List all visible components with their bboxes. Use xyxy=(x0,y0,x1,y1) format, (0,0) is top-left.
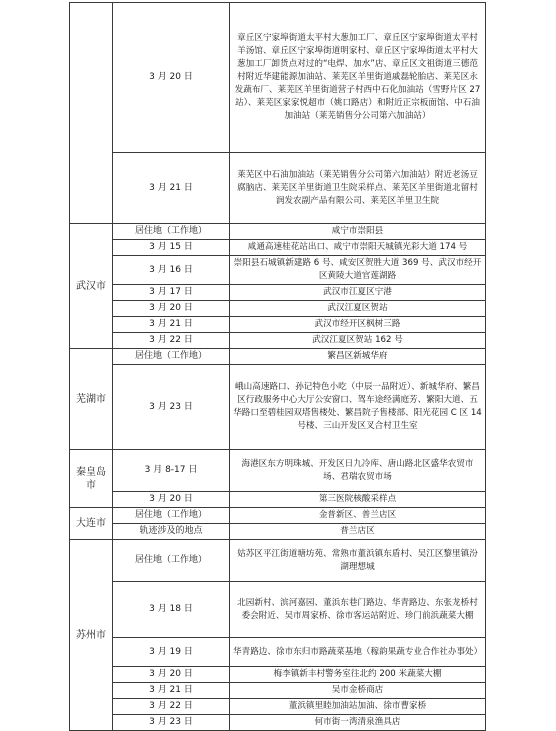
date-cell: 3 月 23 日 xyxy=(113,715,230,731)
table-row xyxy=(70,582,486,638)
table-row xyxy=(70,524,486,540)
table-row xyxy=(70,683,486,699)
place-cell: 崇阳县石城镇新建路 6 号、咸安区贺胜大道 369 号、武汉市经开区黄陵大道官莲湖路 xyxy=(230,256,486,285)
place-cell: 章丘区宁家埠街道太平村大葱加工厂、章丘区宁家埠街道太平村羊汤馆、章丘区宁家埠街道明家村、章丘区宁家埠街道太平村大葱加工厂卸货点对过的“电焊、加水”店、章丘区文祖街道三德范村附近华建能源加油站、莱芜区羊里街道戚磊轮胎店、莱芜区永发蔬布厂、莱芜区羊里街道营子村西中石化加油站（雪野片区 27 站）、莱芜区家家悦超市（姚口路店）和附近正宗板面馆、中石油加油站（莱芜销售分公司第六加油站） xyxy=(230,3,486,153)
city-cell: 秦皇岛市 xyxy=(70,450,113,508)
date-cell: 3 月 21 日 xyxy=(113,153,230,224)
date-cell: 3 月 18 日 xyxy=(113,582,230,638)
date-cell: 3 月 20 日 xyxy=(113,667,230,683)
place-cell: 姑苏区平江街道塘坊苑、常熟市董浜镇东盾村、吴江区黎里镇汾湖理想城 xyxy=(230,540,486,582)
date-cell: 3 月 21 日 xyxy=(113,683,230,699)
place-cell: 武汉市江夏区宁港 xyxy=(230,285,486,301)
place-cell: 海港区东方明珠城、开发区日九冷库、唐山路北区盛华农贸市场、君瑞农贸市场 xyxy=(230,450,486,492)
table-row xyxy=(70,365,486,450)
date-cell: 居住地（工作地） xyxy=(113,349,230,365)
table-row xyxy=(70,224,486,240)
table-row xyxy=(70,240,486,256)
table-row xyxy=(70,492,486,508)
place-cell: 咸宁市崇阳县 xyxy=(230,224,486,240)
place-cell: 董浜镇里睦加油站加油、徐市曹家桥 xyxy=(230,699,486,715)
table-row xyxy=(70,349,486,365)
table-row xyxy=(70,667,486,683)
place-cell: 咸通高速桂花站出口、咸宁市崇阳天城镇光彩大道 174 号 xyxy=(230,240,486,256)
date-cell: 3 月 23 日 xyxy=(113,365,230,450)
date-cell: 居住地（工作地） xyxy=(113,540,230,582)
city-cell: 苏州市 xyxy=(70,540,113,731)
place-cell: 普兰店区 xyxy=(230,524,486,540)
date-cell: 居住地（工作地） xyxy=(113,508,230,524)
place-cell: 繁昌区新城华府 xyxy=(230,349,486,365)
place-cell: 何市街一湾清泉渔具店 xyxy=(230,715,486,731)
date-cell: 3 月 17 日 xyxy=(113,285,230,301)
place-cell: 莱芜区中石油加油站（莱芜销售分公司第六加油站）附近老汤豆腐脑店、莱芜区羊里街道卫生院采样点、莱芜区羊里街道北留村润发农副产品有限公司、莱芜区羊里卫生院 xyxy=(230,153,486,224)
date-cell: 3 月 22 日 xyxy=(113,699,230,715)
table-row xyxy=(70,508,486,524)
date-cell: 居住地（工作地） xyxy=(113,224,230,240)
city-cell xyxy=(70,3,113,224)
table-row xyxy=(70,699,486,715)
table-row xyxy=(70,317,486,333)
date-cell: 3 月 20 日 xyxy=(113,301,230,317)
table-row xyxy=(70,256,486,285)
place-cell: 武汉江夏区贺站 162 号 xyxy=(230,333,486,349)
place-cell: 峨山高速路口、孙记特色小吃（中辰一品附近）、新城华府、繁昌区行政服务中心大厅公安窗口、驾车途经满庭芳、繁阳大道、五华路口至碧桂园双塔售楼处、繁昌院子售楼部、阳光花园 C 区 14 号楼、三山开发区叉合村卫生室 xyxy=(230,365,486,450)
trajectory-table xyxy=(69,2,486,731)
place-cell: 梅李镇新丰村警务室往北约 200 米蔬菜大棚 xyxy=(230,667,486,683)
table-row xyxy=(70,638,486,667)
date-cell: 轨迹涉及的地点 xyxy=(113,524,230,540)
date-cell: 3 月 21 日 xyxy=(113,317,230,333)
date-cell: 3 月 20 日 xyxy=(113,3,230,153)
table-row xyxy=(70,540,486,582)
place-cell: 华青路边、徐市东归市路蔬菜基地（稼韵果蔬专业合作社办事处） xyxy=(230,638,486,667)
place-cell: 吴市金桥商店 xyxy=(230,683,486,699)
city-cell: 芜湖市 xyxy=(70,349,113,450)
place-cell: 北园新村、滨河嘉园、董浜东巷门路边、华青路边、东张龙桥村委会附近、吴市周家桥、徐市客运站附近、珍门前浜蔬菜大棚 xyxy=(230,582,486,638)
date-cell: 3 月 8-17 日 xyxy=(113,450,230,492)
place-cell: 武汉江夏区贺站 xyxy=(230,301,486,317)
table-row xyxy=(70,715,486,731)
date-cell: 3 月 15 日 xyxy=(113,240,230,256)
place-cell: 金普新区、普兰店区 xyxy=(230,508,486,524)
date-cell: 3 月 22 日 xyxy=(113,333,230,349)
city-cell: 大连市 xyxy=(70,508,113,540)
place-cell: 第三医院核酸采样点 xyxy=(230,492,486,508)
date-cell: 3 月 20 日 xyxy=(113,492,230,508)
table-row xyxy=(70,301,486,317)
table-row xyxy=(70,153,486,224)
city-cell: 武汉市 xyxy=(70,224,113,349)
table-row xyxy=(70,333,486,349)
place-cell: 武汉市经开区枫树三路 xyxy=(230,317,486,333)
date-cell: 3 月 19 日 xyxy=(113,638,230,667)
table-row xyxy=(70,285,486,301)
date-cell: 3 月 16 日 xyxy=(113,256,230,285)
table-row xyxy=(70,450,486,492)
table-row xyxy=(70,3,486,153)
